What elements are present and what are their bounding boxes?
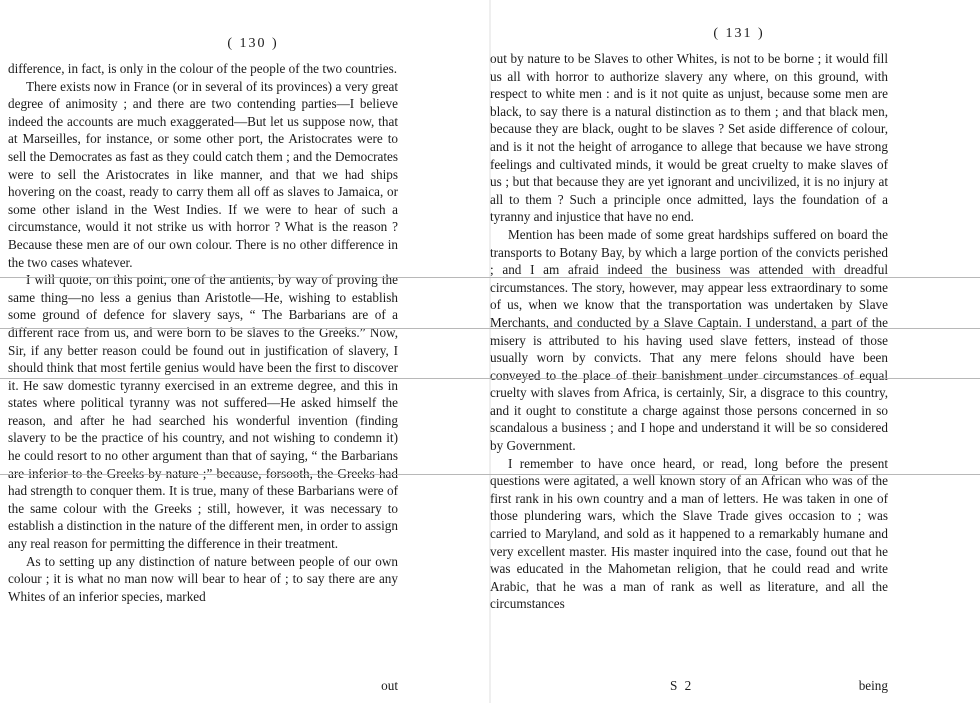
signature-mark: S 2 xyxy=(670,678,694,693)
page-number-left: ( 130 ) xyxy=(227,36,279,51)
left-paragraph-2: There exists now in France (or in several of its provinces) a very great degree of animosity ; and there are two contending parties—I believe indeed the accounts are much exaggerated—But let us suppose now, that at Marseilles, for instance, or some other port, the Aristocrates were to sell the Democrates as fast as they could catch them ; and the Democrates were to sell the Aristocrates in like manner, and that we had ships hovering on the coast, ready to carry them all off as slaves to Jamaica, or some other island in the West Indies. If we were to hear of such a circumstance, would it not strike us with horror ? What is the reason ? Because these men are of our own colour. There is no other difference in the two cases whatever. xyxy=(8,78,398,270)
right-page-body xyxy=(490,50,888,613)
right-page xyxy=(490,0,980,703)
scan-line-2 xyxy=(0,328,980,329)
catchword-left: out xyxy=(381,678,398,693)
left-page-body xyxy=(8,60,398,605)
left-paragraph-3: I will quote, on this point, one of the antients, by way of proving the same thing—no less a genius than Aristotle—He, wishing to establish some ground of defence for slavery says, “ The Barbarians are of a different race from us, and were born to be slaves to the Greeks.” Now, Sir, if any better reason could be found out in justification of slavery, I should think that most fertile genius would have been the first to discover it. He saw domestic tyranny exercised in an extreme degree, and this in states where political tyranny was not suffered—He asked himself the reason, and after he had searched his wonderful invention (finding slavery to be the practice of his country, and not wishing to condemn it) he could resort to no other argument than that of saying, “ the Barbarians are inferior to the Greeks by nature ;” because, forsooth, the Greeks had had strength to conquer them. It is true, many of these Barbarians were of the same colour with the Greeks ; still, however, it was necessary to establish a distinction in the nature of the different men, in order to assign any real reason for permitting the difference in their treatment. xyxy=(8,272,398,552)
left-paragraph-4: As to setting up any distinction of nature between people of our own colour ; it is what no man now will bear to hear of ; to say there are any Whites of an inferior species, marked xyxy=(8,553,398,604)
scan-line-1 xyxy=(0,277,980,278)
right-paragraph-3: I remember to have once heard, or read, long before the present questions were agitated, a well known story of an African who was of the first rank in his own country and a man of letters. He was taken in one of those plundering wars, which the Slave Trade gives occasion to ; was carried to Maryland, and sold as it happened to a remarkably humane and very excellent master. His master inquired into the case, found out that he was educated in the Mahometan religion, that he could read and write Arabic, that he was a man of rank as well as literature, and all the circumstances xyxy=(490,455,888,612)
right-paragraph-1: out by nature to be Slaves to other Whites, is not to be borne ; it would fill us all with horror to authorize slavery any where, on this ground, with respect to white men : and is it not quite as unjust, because some men are black, to say there is a natural distinction as to them ; and that black men, because they are black, ought to be slaves ? Set aside difference of colour, and is it not the height of arrogance to allege that because we have strong feelings and cultivated minds, it would be great cruelty to make slaves of us ; but that because they are yet ignorant and uncivilized, it is no injury at all to them ? Such a principle once admitted, lays the foundation of a tyranny and injustice that have no end. xyxy=(490,51,888,225)
page-number-right: ( 131 ) xyxy=(713,26,765,41)
catchword-right: being xyxy=(858,678,888,693)
left-paragraph-1: difference, in fact, is only in the colour of the people of the two countries. xyxy=(8,61,398,76)
right-paragraph-2: Mention has been made of some great hardships suffered on board the transports to Botany Bay, by which a large portion of the convicts perished ; and I am afraid indeed the business was attended with dreadful circumstances. The story, however, may appear less extraordinary to some of us, when we know that the transportation was undertaken by Slave Merchants, and conducted by a Slave Captain. I understand, a part of the misery is attributed to his having used slave fetters, instead of those usually worn by convicts. That any mere felons should have been conveyed to the place of their banishment under circumstances of equal cruelty with slaves from Africa, is certainly, Sir, a disgrace to this country, and it ought to constitute a charge against those persons concerned in so scandalous a business ; and I hope and understand it will be so considered by Government. xyxy=(490,226,888,454)
scan-line-3 xyxy=(0,378,980,379)
scan-line-4 xyxy=(0,474,980,475)
